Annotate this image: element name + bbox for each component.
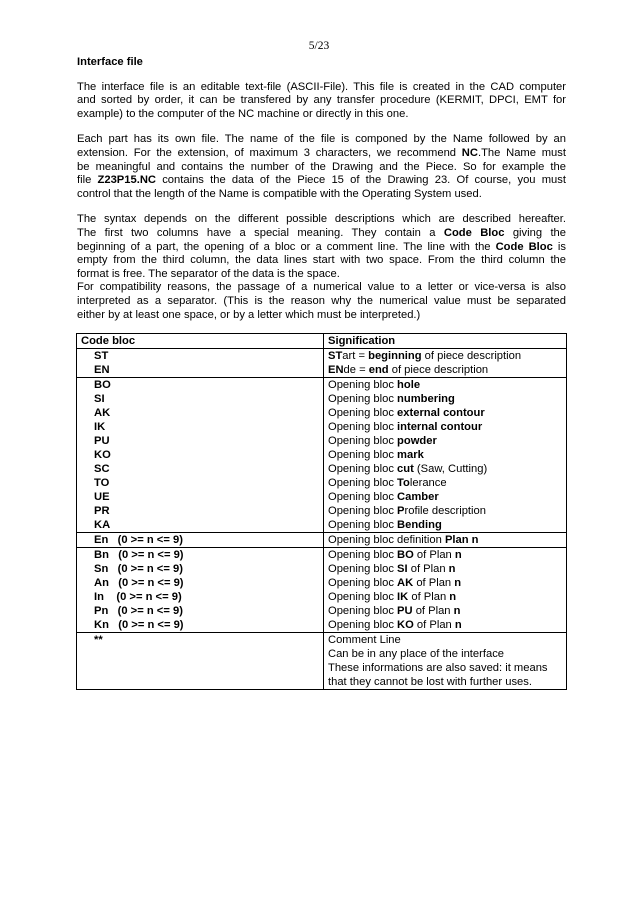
code-cell: [77, 378, 324, 533]
bold-term: Bending: [397, 519, 442, 532]
text-run: of Plan: [408, 591, 450, 604]
bold-term: AK: [397, 577, 414, 590]
text-run: The first two columns have a special meaning. They contain a: [77, 226, 444, 239]
signification: [328, 448, 562, 462]
bold-term: n: [449, 591, 457, 604]
signification: [328, 618, 562, 632]
text-run: .The Name must: [477, 146, 566, 159]
text-run: lerance: [409, 477, 447, 490]
text-run: Opening bloc: [328, 477, 398, 490]
signification: Comment Line: [328, 634, 401, 647]
text-line: [77, 241, 566, 255]
bold-term: numbering: [397, 393, 455, 406]
code-bloc: KO: [94, 449, 111, 462]
signification: [328, 462, 562, 476]
text-line: example) to the computer of the NC machine or directly in this one.: [77, 107, 409, 120]
bold-term: n: [454, 549, 462, 562]
signification: [328, 420, 562, 434]
text-run: of Plan: [413, 549, 455, 562]
text-run: of Plan: [413, 577, 455, 590]
code-bloc: In (0 >= n <= 9): [94, 591, 182, 604]
text-run: Opening bloc: [328, 605, 398, 618]
bold-term: ST: [328, 350, 343, 363]
bold-term: n: [453, 605, 461, 618]
bold-term: Z23P15.NC: [97, 174, 156, 187]
signification-cell: [324, 378, 567, 533]
text-line: [77, 227, 566, 241]
code-cell: [77, 633, 324, 690]
code-bloc: UE: [94, 491, 110, 504]
table-header-row: [77, 334, 567, 349]
table-row: [77, 533, 567, 548]
code-bloc: KA: [94, 519, 111, 532]
bold-term: NC: [461, 146, 478, 159]
code-bloc: AK: [94, 407, 111, 420]
text-run: Opening bloc: [328, 421, 398, 434]
text-line: and sorted by order, it can be transfered by any transfer procedure (KERMIT, DPCI, EMT for: [77, 94, 566, 107]
bold-term: n: [454, 577, 462, 590]
code-bloc: PU: [94, 435, 110, 448]
text-run: (Saw, Cutting): [413, 463, 488, 476]
signification: [328, 533, 562, 547]
signification-cell: [324, 548, 567, 633]
text-line: empty from the third column, the data lines start with two space. From the third column the: [77, 254, 566, 267]
signification: [328, 434, 562, 448]
text-line: control that the length of the Name is compatible with the Operating System used.: [77, 187, 482, 200]
bold-term: Plan n: [444, 534, 479, 547]
code-bloc: ST: [94, 350, 109, 363]
table-row: [77, 378, 567, 533]
text-run: of Plan: [413, 619, 455, 632]
code-cell: [77, 349, 324, 378]
text-line: [77, 147, 566, 161]
text-run: Opening bloc: [328, 549, 398, 562]
text-run: de =: [343, 364, 369, 377]
signification: [328, 504, 562, 518]
text-line: interpreted as a separator. (This is the reason why the numerical value must be separated: [77, 294, 566, 307]
column-header-signification: Signification: [324, 334, 567, 349]
code-bloc: EN: [94, 364, 110, 377]
text-run: of piece description: [388, 364, 489, 377]
code-bloc: SI: [94, 393, 105, 406]
code-bloc: Bn (0 >= n <= 9): [94, 549, 184, 562]
signification: [328, 490, 562, 504]
code-bloc: An (0 >= n <= 9): [94, 577, 184, 590]
text-run: Opening bloc: [328, 435, 398, 448]
code-bloc: BO: [94, 379, 111, 392]
code-cell: [77, 548, 324, 633]
bold-term: hole: [397, 379, 421, 392]
signification: that they cannot be lost with further uses.: [328, 676, 532, 689]
text-line: The interface file is an editable text-file (ASCII-File). This file is created in the CAD computer: [77, 80, 566, 93]
text-run: extension. For the extension, of maximum 3 characters, we recommend: [77, 146, 462, 159]
bold-term: Code Bloc: [443, 226, 505, 239]
bold-term: n: [448, 563, 456, 576]
signification-cell: [324, 633, 567, 690]
bold-term: external contour: [397, 407, 485, 420]
text-line: Each part has its own file. The name of the file is componed by the Name followed by an: [77, 133, 566, 146]
text-run: Opening bloc: [328, 393, 398, 406]
bold-term: Code Bloc: [495, 240, 553, 253]
signification: Can be in any place of the interface: [328, 648, 505, 661]
text-run: is: [552, 240, 566, 253]
table-row: [77, 633, 567, 690]
text-run: Opening bloc: [328, 491, 398, 504]
signification: These informations are also saved: it means: [328, 662, 548, 675]
text-run: Opening bloc: [328, 619, 398, 632]
text-run: art =: [342, 350, 369, 363]
signification: [328, 392, 562, 406]
paragraph-compatibility: [77, 281, 566, 322]
column-header-code-bloc: Code bloc: [77, 334, 324, 349]
text-run: of Plan: [407, 563, 449, 576]
signification: [328, 548, 562, 562]
code-bloc-table: [76, 333, 567, 690]
text-run: Opening bloc: [328, 505, 398, 518]
text-run: file: [77, 174, 98, 187]
text-run: Opening bloc: [328, 407, 398, 420]
bold-term: PU: [397, 605, 413, 618]
bold-term: beginning: [368, 350, 422, 363]
bold-term: Camber: [397, 491, 439, 504]
section-heading: Interface file: [77, 56, 143, 68]
bold-term: mark: [397, 449, 424, 462]
bold-term: EN: [328, 364, 344, 377]
text-run: Opening bloc: [328, 449, 398, 462]
text-run: Opening bloc: [328, 591, 398, 604]
signification-cell: [324, 349, 567, 378]
code-bloc: Pn (0 >= n <= 9): [94, 605, 183, 618]
signification: [328, 406, 562, 420]
text-line: be meaningful and contains the number of the Drawing and the Piece. So for example the: [77, 160, 566, 173]
bold-term: powder: [397, 435, 437, 448]
text-run: Opening bloc: [328, 379, 398, 392]
bold-term: BO: [397, 549, 414, 562]
text-line: format is free. The separator of the data is the space.: [77, 267, 340, 280]
signification: [328, 363, 562, 377]
code-bloc: **: [94, 634, 103, 647]
text-run: beginning of a part, the opening of a bloc or a comment line. The line with the: [77, 240, 496, 253]
signification-cell: [324, 533, 567, 548]
signification: [328, 562, 562, 576]
text-line: The syntax depends on the different possible descriptions which are described hereafter.: [77, 213, 566, 226]
text-run: Opening bloc: [328, 563, 398, 576]
text-run: of piece description: [421, 350, 522, 363]
text-run: Opening bloc: [328, 577, 398, 590]
paragraph-intro: [77, 81, 566, 122]
table-row: [77, 349, 567, 378]
text-run: of Plan: [412, 605, 454, 618]
bold-term: cut: [397, 463, 414, 476]
code-bloc: IK: [94, 421, 106, 434]
paragraph-syntax: [77, 213, 566, 281]
text-run: rofile description: [404, 505, 486, 518]
signification: [328, 476, 562, 490]
signification: [328, 518, 562, 532]
code-bloc: TO: [94, 477, 110, 490]
text-line: For compatibility reasons, the passage of a numerical value to a letter or vice-versa is also: [77, 281, 566, 294]
text-run: contains the data of the Piece 15 of the Drawing 23. Of course, you must: [155, 174, 566, 187]
bold-term: SI: [397, 563, 408, 576]
text-line: [77, 174, 566, 188]
page-content: [77, 52, 566, 690]
paragraph-filename: [77, 133, 566, 201]
code-cell: [77, 533, 324, 548]
bold-term: P: [397, 505, 405, 518]
signification: [328, 349, 562, 363]
code-bloc: SC: [94, 463, 110, 476]
bold-term: KO: [397, 619, 414, 632]
text-run: Opening bloc: [328, 519, 398, 532]
code-bloc: Kn (0 >= n <= 9): [94, 619, 184, 632]
table-row: [77, 548, 567, 633]
bold-term: IK: [397, 591, 409, 604]
bold-term: internal contour: [397, 421, 483, 434]
signification: [328, 604, 562, 618]
bold-term: To: [397, 477, 410, 490]
signification: [328, 590, 562, 604]
code-bloc: En (0 >= n <= 9): [94, 534, 183, 547]
code-bloc: Sn (0 >= n <= 9): [94, 563, 183, 576]
signification: [328, 576, 562, 590]
code-bloc: PR: [94, 505, 110, 518]
text-run: Opening bloc: [328, 463, 398, 476]
signification: [328, 378, 562, 392]
page-number: 5/23: [308, 40, 330, 52]
text-run: giving the: [504, 226, 566, 239]
text-run: Opening bloc definition: [328, 534, 445, 547]
bold-term: end: [368, 364, 389, 377]
bold-term: n: [454, 619, 462, 632]
text-line: either by at least one space, or by a letter which must be interpreted.): [77, 308, 421, 321]
